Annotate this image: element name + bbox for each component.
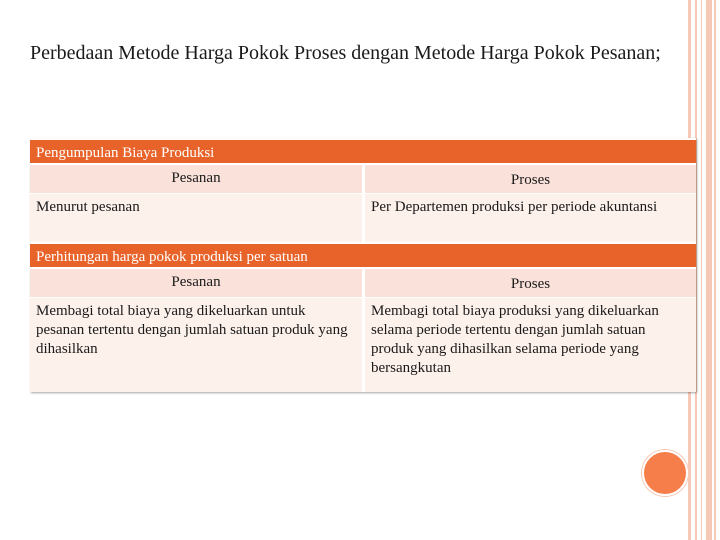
slide-title: Perbedaan Metode Harga Pokok Proses dengan Metode Harga Pokok Pesanan; [30, 42, 661, 64]
comparison-table [30, 138, 696, 392]
section-heading: Pengumpulan Biaya Produksi [30, 138, 696, 165]
cell-pesanan: Menurut pesanan [30, 194, 365, 242]
section-header-row [30, 138, 696, 165]
cell-proses: Per Departemen produksi per periode akuntansi [365, 194, 696, 242]
column-header-proses: Proses [365, 165, 696, 194]
cell-pesanan: Membagi total biaya yang dikeluarkan untuk pesanan tertentu dengan jumlah satuan produk yang dihasilkan [30, 298, 365, 392]
column-header-row [30, 269, 696, 298]
table-row [30, 298, 696, 392]
table-row [30, 194, 696, 242]
decorative-stripe [706, 0, 712, 540]
decorative-circle-icon [642, 450, 688, 496]
section-heading: Perhitungan harga pokok produksi per satuan [30, 242, 696, 269]
column-header-pesanan: Pesanan [30, 269, 365, 298]
section-header-row [30, 242, 696, 269]
column-header-pesanan: Pesanan [30, 165, 365, 194]
decorative-stripe [714, 0, 716, 540]
column-header-proses: Proses [365, 269, 696, 298]
column-header-row [30, 165, 696, 194]
cell-proses: Membagi total biaya produksi yang dikeluarkan selama periode tertentu dengan jumlah satuan produk yang dihasilkan selama periode yang bersangkutan [365, 298, 696, 392]
decorative-stripe [701, 0, 702, 540]
